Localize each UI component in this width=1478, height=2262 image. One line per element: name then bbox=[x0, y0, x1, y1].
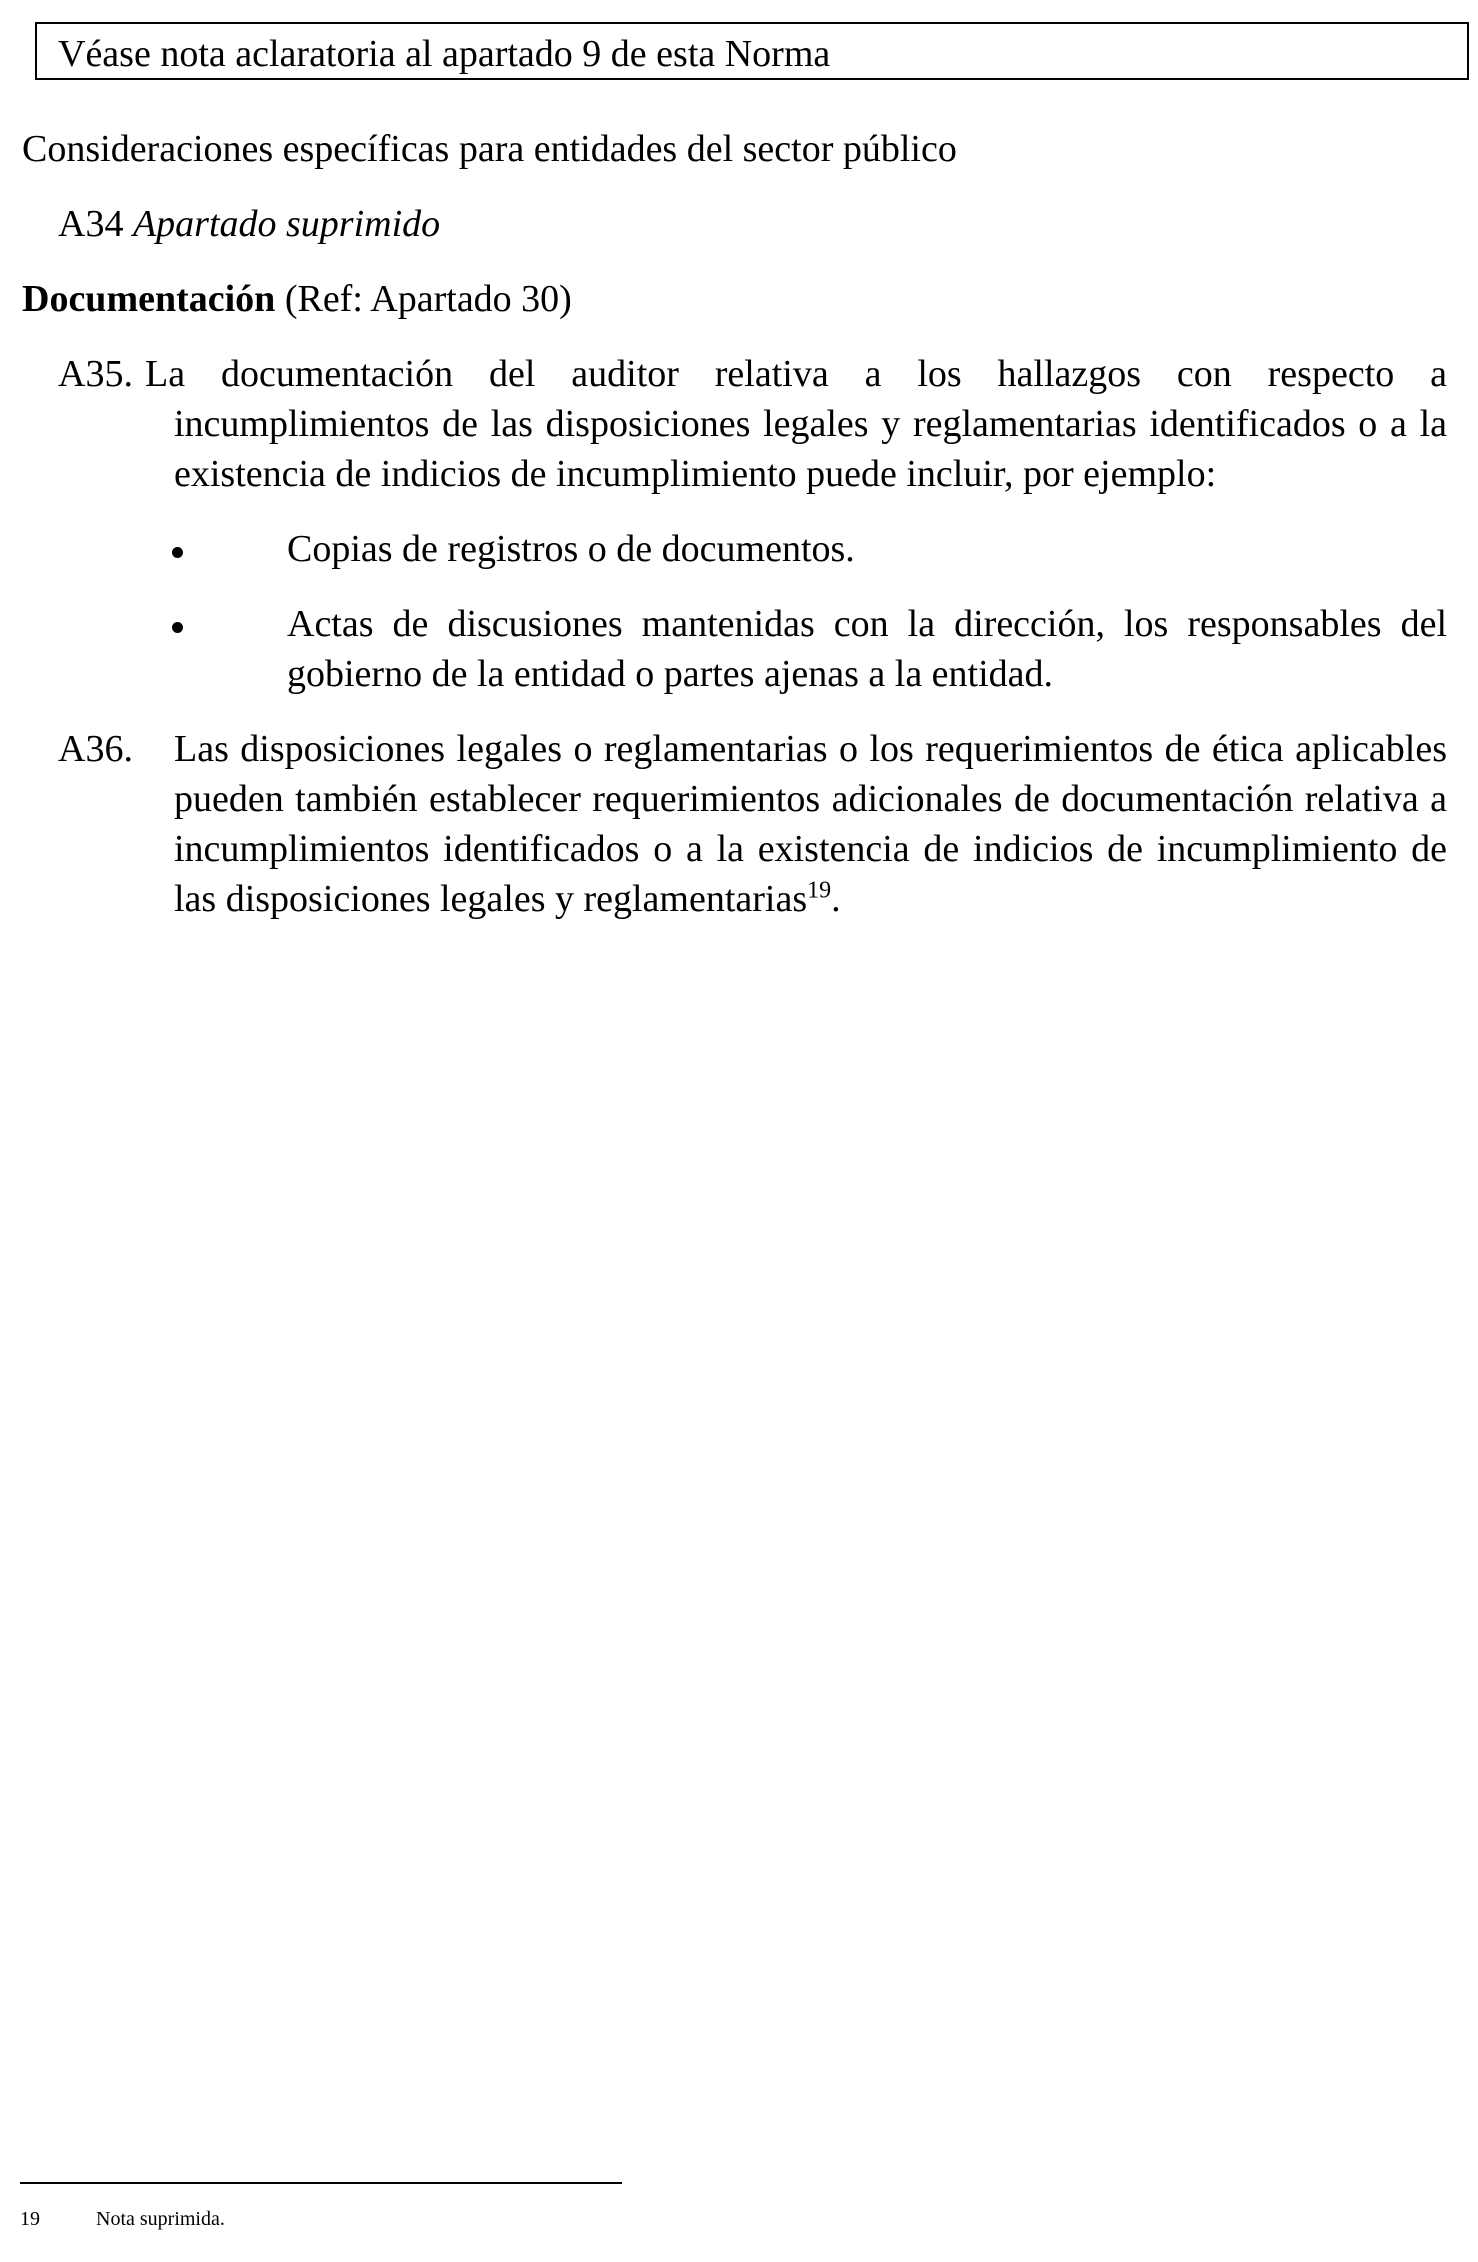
paragraph-a36-body bbox=[174, 724, 1447, 924]
section-heading-documentation-title: Documentación bbox=[22, 278, 276, 320]
bullet-item-1: Copias de registros o de documentos. bbox=[287, 528, 855, 570]
paragraph-a36-end: . bbox=[831, 878, 841, 920]
paragraph-a34-label: A34 bbox=[58, 203, 124, 245]
paragraph-a34 bbox=[58, 199, 440, 249]
paragraph-a35-first-line: La documentación del auditor relativa a los hallazgos con respecto a bbox=[145, 353, 1447, 395]
bullet-marker-1 bbox=[172, 547, 183, 558]
footnote-reference: 19 bbox=[807, 877, 832, 904]
bullet-marker-2 bbox=[172, 622, 183, 633]
section-heading-documentation-ref: (Ref: Apartado 30) bbox=[284, 278, 572, 320]
paragraph-a36-text: Las disposiciones legales o reglamentarias o los requerimientos de ética aplicables pueden también establecer requerimientos adicionales de documentación relativa a incumplimientos identificados o a la existencia de indicios de incumplimiento de las disposiciones legales y reglamentarias bbox=[174, 728, 1447, 920]
bullet-item-2: Actas de discusiones mantenidas con la dirección, los responsables del gobierno de la entidad o partes ajenas a la entidad. bbox=[287, 603, 1447, 695]
footnote-number: 19 bbox=[20, 2208, 40, 2230]
footnote-text: Nota suprimida. bbox=[96, 2208, 225, 2230]
paragraph-a34-text: Apartado suprimido bbox=[132, 203, 441, 245]
paragraph-a35-body: incumplimientos de las disposiciones legales y reglamentarias identificados o a la existencia de indicios de incumplimiento puede incluir, por ejemplo: bbox=[174, 403, 1447, 495]
footnote-separator bbox=[20, 2182, 622, 2184]
paragraph-a36-label: A36. bbox=[58, 728, 133, 770]
note-box-text: Véase nota aclaratoria al apartado 9 de esta Norma bbox=[58, 33, 831, 75]
paragraph-a35-label: A35. bbox=[58, 353, 133, 395]
section-heading-public-sector: Consideraciones específicas para entidades del sector público bbox=[22, 128, 957, 170]
section-heading-documentation bbox=[22, 274, 572, 324]
